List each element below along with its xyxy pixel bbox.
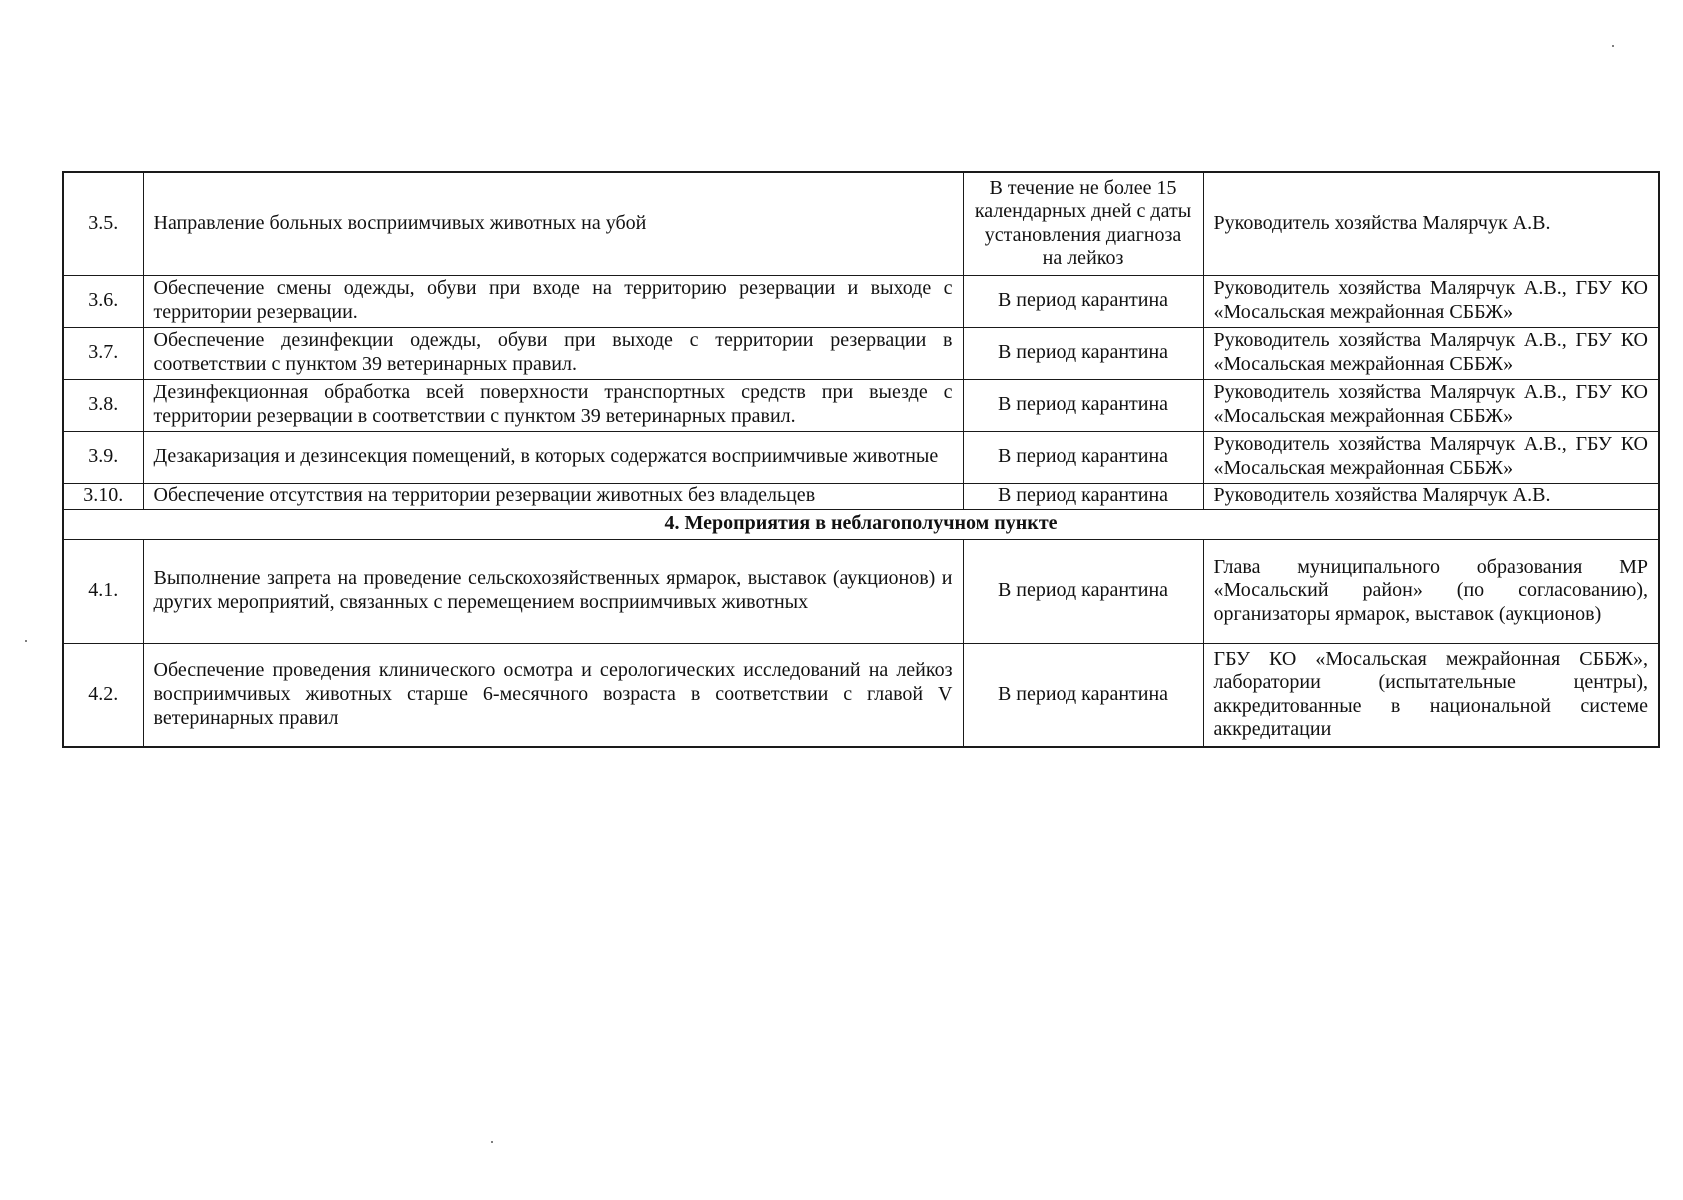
- table-row: [63, 643, 1659, 747]
- row-term: В период карантина: [963, 483, 1203, 509]
- measures-table: [62, 171, 1660, 748]
- row-number: 3.9.: [63, 431, 143, 483]
- row-number: 4.1.: [63, 539, 143, 643]
- row-action: Обеспечение смены одежды, обуви при входе на территорию резервации и выходе с территории резервации.: [143, 275, 963, 327]
- scan-speck: [25, 640, 27, 642]
- scan-speck: [491, 1141, 493, 1143]
- row-number: 3.7.: [63, 327, 143, 379]
- row-number: 3.6.: [63, 275, 143, 327]
- table-row: [63, 379, 1659, 431]
- row-responsible: Руководитель хозяйства Малярчук А.В., ГБУ КО «Мосальская межрайонная СББЖ»: [1203, 379, 1659, 431]
- row-responsible: Руководитель хозяйства Малярчук А.В., ГБУ КО «Мосальская межрайонная СББЖ»: [1203, 327, 1659, 379]
- row-term: В период карантина: [963, 275, 1203, 327]
- row-responsible: Руководитель хозяйства Малярчук А.В., ГБУ КО «Мосальская межрайонная СББЖ»: [1203, 275, 1659, 327]
- section-title: 4. Мероприятия в неблагополучном пункте: [63, 509, 1659, 539]
- row-term: В период карантина: [963, 643, 1203, 747]
- table-row: [63, 327, 1659, 379]
- row-responsible: ГБУ КО «Мосальская межрайонная СББЖ», лаборатории (испытательные центры), аккредитованные в национальной системе аккредитации: [1203, 643, 1659, 747]
- row-action: Дезакаризация и дезинсекция помещений, в которых содержатся восприимчивые животные: [143, 431, 963, 483]
- row-number: 4.2.: [63, 643, 143, 747]
- row-action: Обеспечение дезинфекции одежды, обуви при выходе с территории резервации в соответствии с пунктом 39 ветеринарных правил.: [143, 327, 963, 379]
- table-row: [63, 275, 1659, 327]
- row-responsible: Руководитель хозяйства Малярчук А.В.: [1203, 483, 1659, 509]
- row-term: В период карантина: [963, 431, 1203, 483]
- row-term: В период карантина: [963, 327, 1203, 379]
- row-term: В период карантина: [963, 379, 1203, 431]
- scan-speck: [1612, 45, 1614, 47]
- row-term: В течение не более 15 календарных дней с даты установления диагноза на лейкоз: [963, 172, 1203, 275]
- row-number: 3.10.: [63, 483, 143, 509]
- row-action: Обеспечение проведения клинического осмотра и серологических исследований на лейкоз восприимчивых животных старше 6-месячного возраста в соответствии с главой V ветеринарных правил: [143, 643, 963, 747]
- table-row: [63, 483, 1659, 509]
- row-action: Выполнение запрета на проведение сельскохозяйственных ярмарок, выставок (аукционов) и других мероприятий, связанных с перемещением восприимчивых животных: [143, 539, 963, 643]
- row-term: В период карантина: [963, 539, 1203, 643]
- row-responsible: Глава муниципального образования МР «Мосальский район» (по согласованию), организаторы ярмарок, выставок (аукционов): [1203, 539, 1659, 643]
- table-row: [63, 172, 1659, 275]
- table-row: [63, 431, 1659, 483]
- row-action: Дезинфекционная обработка всей поверхности транспортных средств при выезде с территории резервации в соответствии с пунктом 39 ветеринарных правил.: [143, 379, 963, 431]
- row-responsible: Руководитель хозяйства Малярчук А.В.: [1203, 172, 1659, 275]
- section-header-row: [63, 509, 1659, 539]
- row-number: 3.8.: [63, 379, 143, 431]
- row-action: Направление больных восприимчивых животных на убой: [143, 172, 963, 275]
- row-responsible: Руководитель хозяйства Малярчук А.В., ГБУ КО «Мосальская межрайонная СББЖ»: [1203, 431, 1659, 483]
- row-action: Обеспечение отсутствия на территории резервации животных без владельцев: [143, 483, 963, 509]
- table-row: [63, 539, 1659, 643]
- row-number: 3.5.: [63, 172, 143, 275]
